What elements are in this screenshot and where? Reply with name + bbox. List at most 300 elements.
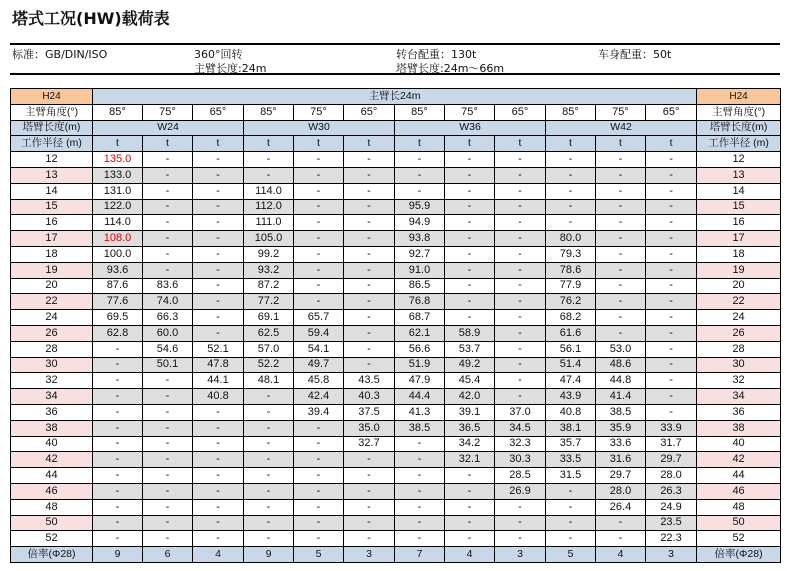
load-value-cell: -: [143, 452, 193, 468]
load-value-cell: 30.3: [495, 452, 546, 468]
load-value-cell: -: [294, 215, 344, 231]
load-value-cell: 99.2: [244, 246, 294, 262]
load-value-cell: -: [143, 483, 193, 499]
load-value-cell: 42.4: [294, 389, 344, 405]
load-value-cell: 87.2: [244, 278, 294, 294]
info-bar: [10, 43, 780, 75]
load-value-cell: -: [445, 468, 495, 484]
load-value-cell: 52.2: [244, 357, 294, 373]
load-value-cell: -: [395, 515, 445, 531]
load-value-cell: 57.0: [244, 341, 294, 357]
load-value-cell: -: [244, 515, 294, 531]
load-value-cell: -: [344, 294, 395, 310]
load-value-cell: 35.0: [344, 420, 395, 436]
load-value-cell: -: [495, 531, 546, 547]
radius-cell-left: 50: [11, 515, 93, 531]
radius-cell-right: 13: [697, 167, 781, 183]
load-value-cell: -: [395, 499, 445, 515]
table-row: [11, 515, 781, 531]
load-value-cell: -: [294, 499, 344, 515]
load-value-cell: -: [294, 183, 344, 199]
load-value-cell: -: [646, 373, 697, 389]
load-value-cell: -: [596, 515, 646, 531]
load-value-cell: -: [244, 404, 294, 420]
load-value-cell: 77.6: [93, 294, 143, 310]
load-value-cell: -: [193, 483, 244, 499]
load-value-cell: -: [294, 262, 344, 278]
load-value-cell: -: [294, 468, 344, 484]
load-value-cell: -: [93, 483, 143, 499]
load-value-cell: 43.9: [546, 389, 596, 405]
table-row: [11, 341, 781, 357]
angle-header: 85°: [244, 104, 294, 120]
table-row: [11, 294, 781, 310]
load-value-cell: -: [445, 294, 495, 310]
load-value-cell: -: [344, 310, 395, 326]
table-row: [11, 483, 781, 499]
load-value-cell: -: [646, 310, 697, 326]
jib-header: W36: [395, 120, 546, 136]
unit-cell: t: [445, 136, 495, 152]
load-value-cell: -: [294, 483, 344, 499]
load-value-cell: -: [596, 325, 646, 341]
radius-cell-left: 16: [11, 215, 93, 231]
radius-cell-left: 20: [11, 278, 93, 294]
load-value-cell: -: [495, 341, 546, 357]
turntable-counterweight-text: 转台配重：130t: [396, 48, 477, 61]
load-value-cell: 44.8: [596, 373, 646, 389]
page-title: 塔式工况(HW)载荷表: [12, 9, 170, 28]
load-value-cell: -: [495, 199, 546, 215]
load-value-cell: 32.1: [445, 452, 495, 468]
load-value-cell: -: [294, 294, 344, 310]
load-value-cell: -: [93, 357, 143, 373]
reeving-cell: 4: [445, 547, 495, 563]
load-value-cell: -: [495, 167, 546, 183]
radius-cell-right: 19: [697, 262, 781, 278]
radius-cell-right: 42: [697, 452, 781, 468]
radius-cell-left: 44: [11, 468, 93, 484]
load-value-cell: -: [445, 246, 495, 262]
load-value-cell: 114.0: [244, 183, 294, 199]
load-value-cell: 69.1: [244, 310, 294, 326]
radius-cell-left: 19: [11, 262, 93, 278]
load-value-cell: -: [294, 420, 344, 436]
load-value-cell: -: [344, 341, 395, 357]
load-value-cell: -: [93, 452, 143, 468]
radius-cell-right: 24: [697, 310, 781, 326]
load-value-cell: -: [344, 531, 395, 547]
load-value-cell: -: [193, 262, 244, 278]
load-value-cell: -: [445, 231, 495, 247]
load-value-cell: -: [143, 531, 193, 547]
body-counterweight-text: 车身配重：50t: [598, 48, 672, 61]
angle-header: 85°: [93, 104, 143, 120]
load-value-cell: -: [495, 389, 546, 405]
load-value-cell: -: [93, 389, 143, 405]
load-value-cell: -: [395, 167, 445, 183]
radius-cell-left: 17: [11, 231, 93, 247]
radius-label-left: 工作半径 (m): [11, 136, 93, 152]
load-value-cell: -: [93, 531, 143, 547]
load-value-cell: 45.8: [294, 373, 344, 389]
load-value-cell: -: [546, 483, 596, 499]
load-value-cell: 38.1: [546, 420, 596, 436]
load-value-cell: 49.7: [294, 357, 344, 373]
load-value-cell: 26.3: [646, 483, 697, 499]
radius-cell-right: 40: [697, 436, 781, 452]
load-value-cell: 33.6: [596, 436, 646, 452]
radius-cell-right: 44: [697, 468, 781, 484]
load-value-cell: -: [344, 278, 395, 294]
jib-label-right: 塔臂长度(m): [697, 120, 781, 136]
radius-cell-left: 26: [11, 325, 93, 341]
radius-cell-right: 15: [697, 199, 781, 215]
load-value-cell: 48.1: [244, 373, 294, 389]
load-value-cell: 23.5: [646, 515, 697, 531]
load-value-cell: -: [344, 199, 395, 215]
load-value-cell: -: [344, 357, 395, 373]
load-value-cell: 58.9: [445, 325, 495, 341]
load-value-cell: -: [193, 531, 244, 547]
load-value-cell: -: [646, 262, 697, 278]
load-value-cell: 39.4: [294, 404, 344, 420]
load-value-cell: -: [495, 183, 546, 199]
load-value-cell: -: [445, 531, 495, 547]
load-value-cell: -: [596, 152, 646, 168]
rotation-text: 360°回转: [194, 48, 243, 61]
load-value-cell: 61.6: [546, 325, 596, 341]
radius-cell-left: 28: [11, 341, 93, 357]
load-value-cell: 65.7: [294, 310, 344, 326]
table-row: [11, 215, 781, 231]
table-row: [11, 310, 781, 326]
load-value-cell: -: [294, 231, 344, 247]
radius-cell-right: 48: [697, 499, 781, 515]
load-value-cell: 33.9: [646, 420, 697, 436]
radius-cell-left: 14: [11, 183, 93, 199]
load-value-cell: 100.0: [93, 246, 143, 262]
load-value-cell: -: [244, 167, 294, 183]
load-value-cell: 36.5: [445, 420, 495, 436]
angle-header: 75°: [596, 104, 646, 120]
radius-cell-right: 16: [697, 215, 781, 231]
load-value-cell: -: [395, 452, 445, 468]
load-value-cell: 35.7: [546, 436, 596, 452]
load-value-cell: 62.5: [244, 325, 294, 341]
load-value-cell: -: [546, 167, 596, 183]
load-value-cell: -: [495, 152, 546, 168]
load-value-cell: 37.5: [344, 404, 395, 420]
load-value-cell: -: [244, 483, 294, 499]
radius-cell-right: 14: [697, 183, 781, 199]
load-value-cell: 29.7: [596, 468, 646, 484]
table-row: [11, 167, 781, 183]
load-value-cell: 53.7: [445, 341, 495, 357]
boom-length-text: 主臂长度:24m: [194, 62, 267, 75]
load-value-cell: -: [344, 515, 395, 531]
load-value-cell: -: [294, 436, 344, 452]
load-value-cell: 40.8: [193, 389, 244, 405]
load-value-cell: 28.5: [495, 468, 546, 484]
load-value-cell: 74.0: [143, 294, 193, 310]
load-value-cell: -: [495, 499, 546, 515]
table-row: [11, 262, 781, 278]
load-value-cell: -: [143, 389, 193, 405]
load-value-cell: -: [143, 152, 193, 168]
load-value-cell: 44.1: [193, 373, 244, 389]
header-row-angles: [11, 104, 781, 120]
load-value-cell: 80.0: [546, 231, 596, 247]
load-value-cell: -: [445, 167, 495, 183]
load-value-cell: -: [596, 183, 646, 199]
load-value-cell: -: [294, 515, 344, 531]
radius-cell-left: 40: [11, 436, 93, 452]
table-row: [11, 404, 781, 420]
load-value-cell: 52.1: [193, 341, 244, 357]
load-value-cell: -: [143, 515, 193, 531]
radius-cell-left: 12: [11, 152, 93, 168]
load-value-cell: -: [93, 436, 143, 452]
load-value-cell: -: [344, 231, 395, 247]
load-value-cell: -: [244, 452, 294, 468]
radius-cell-right: 52: [697, 531, 781, 547]
load-value-cell: 32.7: [344, 436, 395, 452]
load-value-cell: 35.9: [596, 420, 646, 436]
load-value-cell: -: [244, 499, 294, 515]
jib-label-left: 塔臂长度(m): [11, 120, 93, 136]
load-value-cell: -: [646, 357, 697, 373]
load-value-cell: -: [193, 152, 244, 168]
load-value-cell: -: [546, 499, 596, 515]
load-value-cell: -: [143, 404, 193, 420]
load-value-cell: -: [93, 341, 143, 357]
load-value-cell: -: [193, 468, 244, 484]
reeving-cell: 6: [143, 547, 193, 563]
radius-cell-right: 30: [697, 357, 781, 373]
load-value-cell: 34.2: [445, 436, 495, 452]
table-row: [11, 420, 781, 436]
load-value-cell: -: [596, 278, 646, 294]
load-value-cell: 24.9: [646, 499, 697, 515]
load-value-cell: -: [646, 294, 697, 310]
angle-header: 75°: [294, 104, 344, 120]
radius-cell-left: 22: [11, 294, 93, 310]
reeving-cell: 3: [646, 547, 697, 563]
load-value-cell: -: [193, 246, 244, 262]
load-value-cell: -: [143, 231, 193, 247]
load-value-cell: -: [445, 262, 495, 278]
unit-cell: t: [143, 136, 193, 152]
load-value-cell: 53.0: [596, 341, 646, 357]
load-value-cell: 38.5: [395, 420, 445, 436]
load-value-cell: 49.2: [445, 357, 495, 373]
load-value-cell: -: [294, 452, 344, 468]
load-value-cell: -: [495, 246, 546, 262]
load-value-cell: 33.5: [546, 452, 596, 468]
radius-cell-right: 32: [697, 373, 781, 389]
radius-cell-left: 36: [11, 404, 93, 420]
load-value-cell: 68.7: [395, 310, 445, 326]
load-value-cell: 39.1: [445, 404, 495, 420]
load-value-cell: -: [193, 294, 244, 310]
angle-header: 75°: [143, 104, 193, 120]
load-value-cell: -: [596, 294, 646, 310]
load-value-cell: -: [193, 499, 244, 515]
radius-cell-left: 32: [11, 373, 93, 389]
load-value-cell: -: [294, 278, 344, 294]
load-value-cell: 44.4: [395, 389, 445, 405]
radius-cell-right: 26: [697, 325, 781, 341]
load-value-cell: -: [596, 215, 646, 231]
load-value-cell: 77.9: [546, 278, 596, 294]
load-value-cell: -: [93, 373, 143, 389]
load-value-cell: -: [193, 310, 244, 326]
load-value-cell: 42.0: [445, 389, 495, 405]
load-value-cell: 41.4: [596, 389, 646, 405]
load-value-cell: -: [395, 468, 445, 484]
load-value-cell: -: [294, 167, 344, 183]
load-value-cell: 78.6: [546, 262, 596, 278]
load-value-cell: -: [193, 325, 244, 341]
load-value-cell: -: [344, 215, 395, 231]
load-value-cell: -: [244, 389, 294, 405]
reeving-cell: 5: [546, 547, 596, 563]
load-value-cell: -: [596, 531, 646, 547]
load-value-cell: -: [143, 167, 193, 183]
header-row-main-boom: [11, 89, 781, 105]
corner-label-left: H24: [11, 89, 93, 105]
load-value-cell: 51.4: [546, 357, 596, 373]
footer-row-reeving: [11, 547, 781, 563]
load-value-cell: -: [294, 246, 344, 262]
angle-header: 65°: [646, 104, 697, 120]
load-value-cell: -: [445, 278, 495, 294]
angle-header: 65°: [495, 104, 546, 120]
load-value-cell: -: [193, 420, 244, 436]
load-value-cell: -: [646, 246, 697, 262]
load-value-cell: -: [445, 199, 495, 215]
load-value-cell: -: [596, 246, 646, 262]
angle-header: 85°: [395, 104, 445, 120]
load-value-cell: 50.1: [143, 357, 193, 373]
load-value-cell: 31.5: [546, 468, 596, 484]
load-value-cell: -: [395, 531, 445, 547]
load-value-cell: 47.4: [546, 373, 596, 389]
table-row: [11, 436, 781, 452]
load-value-cell: 66.3: [143, 310, 193, 326]
load-value-cell: -: [193, 436, 244, 452]
load-value-cell: -: [546, 183, 596, 199]
load-value-cell: -: [395, 183, 445, 199]
load-value-cell: 68.2: [546, 310, 596, 326]
load-value-cell: -: [344, 183, 395, 199]
load-value-cell: 40.8: [546, 404, 596, 420]
load-value-cell: -: [646, 389, 697, 405]
load-value-cell: 56.6: [395, 341, 445, 357]
load-value-cell: 37.0: [495, 404, 546, 420]
load-value-cell: -: [143, 215, 193, 231]
load-value-cell: -: [93, 404, 143, 420]
load-value-cell: 56.1: [546, 341, 596, 357]
load-value-cell: -: [646, 341, 697, 357]
load-value-cell: -: [143, 199, 193, 215]
load-value-cell: -: [193, 167, 244, 183]
load-value-cell: -: [294, 152, 344, 168]
reeving-cell: 7: [395, 547, 445, 563]
load-value-cell: -: [244, 420, 294, 436]
load-value-cell: 59.4: [294, 325, 344, 341]
load-value-cell: -: [495, 215, 546, 231]
load-value-cell: 60.0: [143, 325, 193, 341]
load-value-cell: 62.1: [395, 325, 445, 341]
table-row: [11, 531, 781, 547]
load-value-cell: 76.2: [546, 294, 596, 310]
load-value-cell: -: [646, 325, 697, 341]
load-value-cell: 93.6: [93, 262, 143, 278]
load-value-cell: -: [546, 515, 596, 531]
header-row-jibs: [11, 120, 781, 136]
load-value-cell: -: [143, 262, 193, 278]
radius-cell-left: 38: [11, 420, 93, 436]
radius-cell-right: 28: [697, 341, 781, 357]
radius-cell-left: 30: [11, 357, 93, 373]
load-value-cell: -: [244, 468, 294, 484]
load-value-cell: -: [546, 531, 596, 547]
load-value-cell: -: [546, 215, 596, 231]
load-value-cell: -: [395, 152, 445, 168]
standard-text: 标准：GB/DIN/ISO: [12, 48, 108, 61]
load-value-cell: -: [596, 231, 646, 247]
unit-cell: t: [93, 136, 143, 152]
load-value-cell: 54.6: [143, 341, 193, 357]
load-value-cell: -: [495, 262, 546, 278]
unit-cell: t: [193, 136, 244, 152]
load-value-cell: -: [294, 531, 344, 547]
load-value-cell: -: [646, 215, 697, 231]
table-row: [11, 325, 781, 341]
radius-cell-left: 18: [11, 246, 93, 262]
load-value-cell: -: [646, 199, 697, 215]
jib-length-text: 塔臂长度:24m～66m: [396, 62, 505, 75]
jib-header: W24: [93, 120, 244, 136]
load-value-cell: -: [143, 246, 193, 262]
table-row: [11, 452, 781, 468]
load-value-cell: -: [193, 515, 244, 531]
load-value-cell: -: [344, 499, 395, 515]
load-value-cell: -: [495, 278, 546, 294]
angle-header: 65°: [344, 104, 395, 120]
load-value-cell: -: [495, 231, 546, 247]
angle-label-left: 主臂角度(°): [11, 104, 93, 120]
table-row: [11, 231, 781, 247]
load-value-cell: 77.2: [244, 294, 294, 310]
load-value-cell: -: [445, 310, 495, 326]
jib-header: W42: [546, 120, 697, 136]
radius-cell-right: 38: [697, 420, 781, 436]
load-value-cell: -: [445, 515, 495, 531]
load-value-cell: 26.9: [495, 483, 546, 499]
load-value-cell: -: [344, 483, 395, 499]
load-value-cell: -: [193, 404, 244, 420]
load-value-cell: 26.4: [596, 499, 646, 515]
load-value-cell: 40.3: [344, 389, 395, 405]
load-value-cell: 32.3: [495, 436, 546, 452]
radius-cell-left: 34: [11, 389, 93, 405]
radius-cell-right: 22: [697, 294, 781, 310]
unit-cell: t: [596, 136, 646, 152]
load-value-cell: -: [143, 183, 193, 199]
